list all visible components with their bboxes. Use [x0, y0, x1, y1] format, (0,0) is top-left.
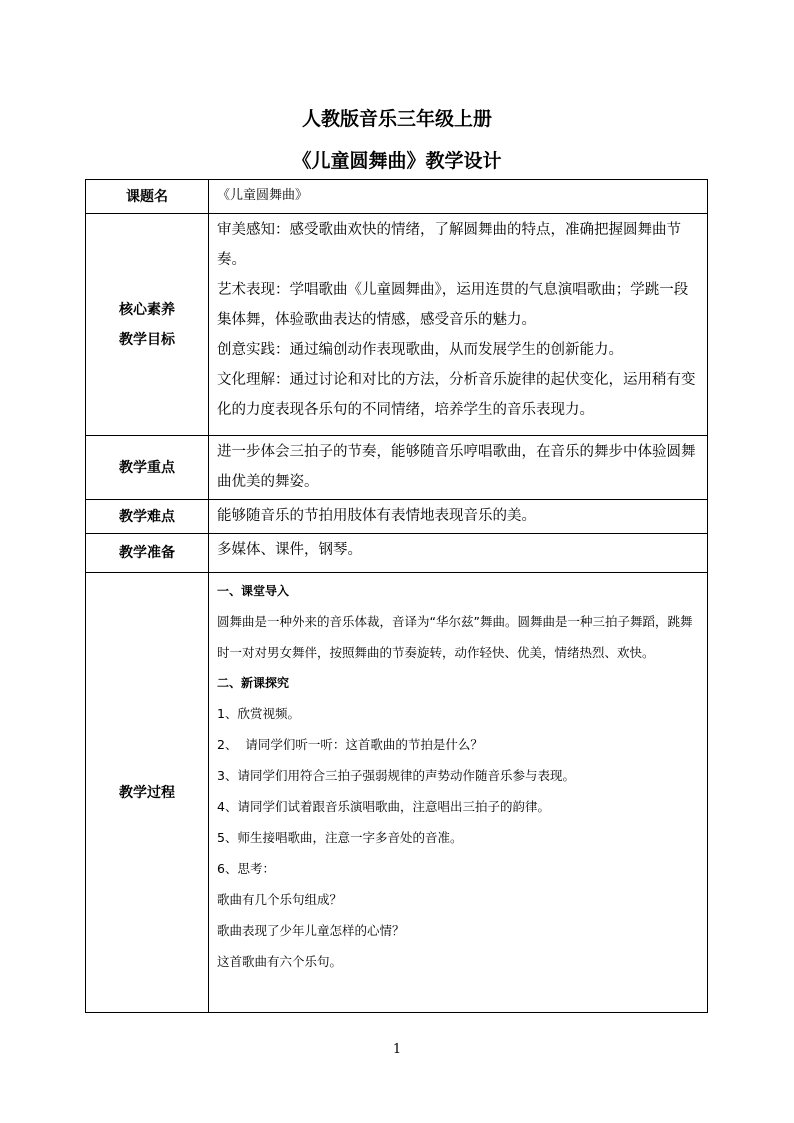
- value-difficulty: 能够随音乐的节拍用肢体有表情地表现音乐的美。: [209, 500, 708, 534]
- section-heading-explore: 二、新课探究: [217, 676, 290, 690]
- label-topic: 课题名: [86, 180, 209, 214]
- list-item: 2、 请同学们听一听：这首歌曲的节拍是什么？: [217, 737, 483, 752]
- table-row-preparation: [86, 534, 708, 573]
- table-row-difficulty: [86, 500, 708, 534]
- value-preparation: 多媒体、课件，钢琴。: [209, 534, 708, 573]
- label-difficulty: 教学难点: [86, 500, 209, 534]
- value-topic: 《儿童圆舞曲》: [209, 180, 708, 214]
- list-item: 3、请同学们用符合三拍子强弱规律的声势动作随音乐参与表现。: [217, 768, 575, 783]
- list-item: 4、请同学们试着跟音乐演唱歌曲，注意唱出三拍子的韵律。: [217, 799, 550, 814]
- table-row-process: [86, 573, 708, 1013]
- document-title-line2: 《儿童圆舞曲》教学设计: [292, 150, 502, 172]
- list-item: 歌曲表现了少年儿童怎样的心情？: [217, 923, 405, 938]
- list-item: 歌曲有几个乐句组成？: [217, 892, 343, 907]
- list-item: 这首歌曲有六个乐句。: [217, 954, 343, 969]
- label-key-points: 教学重点: [86, 436, 209, 500]
- page-number: 1: [392, 1042, 402, 1057]
- intro-paragraph: 圆舞曲是一种外来的音乐体裁，音译为“华尔兹”舞曲。圆舞曲是一种三拍子舞蹈，跳舞时一对对男女舞伴，按照舞曲的节奏旋转，动作轻快、优美，情绪热烈、欢快。: [217, 614, 693, 660]
- goal-creative: 创意实践：通过编创动作表现歌曲，从而发展学生的创新能力。: [217, 342, 623, 358]
- document-title-line1: 人教版音乐三年级上册: [301, 108, 492, 130]
- value-goals: [209, 214, 708, 436]
- table-row-topic: [86, 180, 708, 214]
- goal-artistic: 艺术表现：学唱歌曲《儿童圆舞曲》，运用连贯的气息演唱歌曲；学跳一段集体舞，体验歌曲表达的情感，感受音乐的魅力。: [217, 282, 689, 328]
- lesson-plan-table: [85, 179, 708, 1013]
- list-item: 5、师生接唱歌曲，注意一字多音处的音准。: [217, 830, 463, 845]
- label-goals: [86, 214, 209, 436]
- goal-cultural: 文化理解：通过讨论和对比的方法，分析音乐旋律的起伏变化，运用稍有变化的力度表现各乐句的不同情绪，培养学生的音乐表现力。: [217, 372, 696, 418]
- label-process: 教学过程: [86, 573, 209, 1013]
- table-row-key-points: [86, 436, 708, 500]
- list-item: 1、欣赏视频。: [217, 706, 300, 721]
- table-row-goals: [86, 214, 708, 436]
- label-goals-line1: 核心素养: [119, 301, 175, 318]
- value-key-points: 进一步体会三拍子的节奏，能够随音乐哼唱歌曲，在音乐的舞步中体验圆舞曲优美的舞姿。: [209, 436, 708, 500]
- label-goals-line2: 教学目标: [119, 331, 175, 348]
- value-process: [209, 573, 708, 1013]
- section-heading-intro: 一、课堂导入: [217, 584, 290, 598]
- list-item: 6、思考：: [217, 861, 275, 876]
- goal-aesthetic: 审美感知：感受歌曲欢快的情绪，了解圆舞曲的特点，准确把握圆舞曲节奏。: [217, 222, 681, 268]
- label-preparation: 教学准备: [86, 534, 209, 573]
